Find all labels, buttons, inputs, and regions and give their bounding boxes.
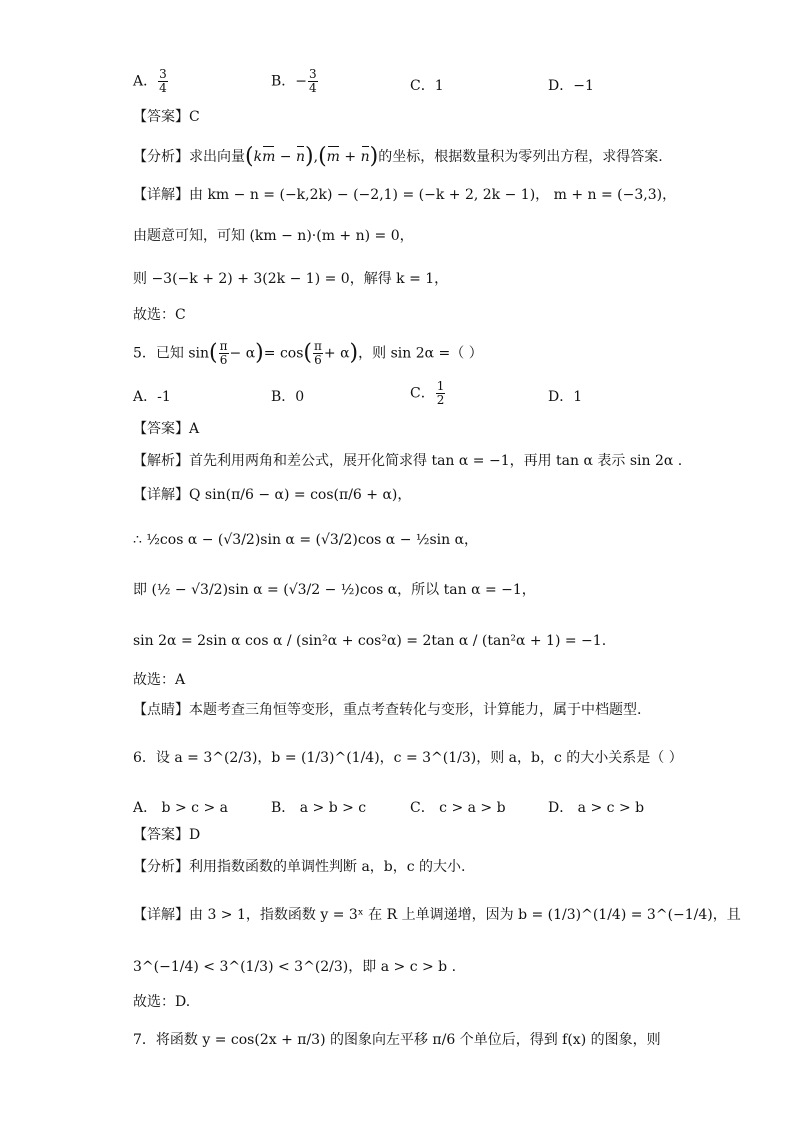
numerator: π	[219, 339, 228, 353]
q4-choose: 故选：C	[133, 307, 186, 323]
q5-analysis	[133, 454, 682, 468]
answer-tag: 【答案】	[133, 109, 189, 125]
q4-detail-2: 由题意可知，可知 (km − n)·(m + n) = 0，	[133, 228, 414, 244]
numerator: 3	[159, 67, 167, 81]
q6-choose: 故选：D.	[133, 994, 191, 1010]
q4-analysis: 【分析】求出向量(km − n),(m + n)的坐标，根据数量积为零列出方程，求得答案.	[133, 144, 663, 169]
q4-option-a	[133, 68, 169, 95]
fraction	[158, 68, 168, 95]
q6-option-b: B． a > b > c	[271, 800, 367, 816]
denominator: 6	[219, 353, 228, 368]
comment-tag: 【点睛】	[133, 702, 189, 718]
detail-tag: 【详解】	[133, 187, 189, 203]
option-label: C．	[410, 385, 435, 402]
q6-detail-2: 3^(−1/4) < 3^(1/3) < 3^(2/3)，即 a > c > b .	[133, 959, 457, 975]
analysis-tag: 【分析】	[133, 859, 189, 875]
q5-option-d: D．1	[548, 389, 583, 405]
q6-detail-1	[133, 908, 741, 922]
denominator: 4	[159, 81, 167, 96]
detail-tag: 【详解】	[133, 907, 189, 923]
q5-detail-2: ∴ ½cos α − (√3/2)sin α = (√3/2)cos α − ½sin α，	[133, 532, 479, 548]
q4-detail-tag-line	[133, 188, 676, 202]
comment-text: 本题考查三角恒等变形，重点考查转化与变形，计算能力，属于中档题型.	[189, 702, 642, 718]
denominator: 6	[314, 353, 322, 368]
q6-option-a: A． b > c > a	[133, 800, 228, 816]
analysis-tag: 【分析】	[133, 149, 189, 165]
q5-comment	[133, 703, 641, 717]
stem-text: 5．已知 sin	[133, 345, 210, 362]
q4-detail-3: 则 −3(−k + 2) + 3(2k − 1) = 0，解得 k = 1，	[133, 271, 449, 287]
fraction	[436, 380, 446, 407]
detail-text: 由 3 > 1，指数函数 y = 3ˣ 在 R 上单调递增，因为 b = (1/3)^(1/4) = 3^(−1/4)，且	[189, 907, 741, 923]
q7-stem: 7．将函数 y = cos(2x + π/3) 的图象向左平移 π/6 个单位后，得到 f(x) 的图象，则	[133, 1032, 661, 1048]
q6-answer	[133, 828, 200, 842]
q4-option-d: D．−1	[548, 78, 594, 94]
fraction	[219, 340, 229, 367]
term: − α	[229, 345, 256, 362]
denominator: 2	[436, 393, 445, 408]
q6-analysis	[133, 860, 466, 874]
stem-text: = cos	[263, 345, 304, 362]
detail-text: Q sin(π/6 − α) = cos(π/6 + α)，	[189, 487, 412, 503]
q5-option-c	[410, 380, 446, 407]
q5-choose: 故选：A	[133, 672, 186, 688]
q4-option-c: C．1	[410, 78, 444, 94]
option-label: A．	[133, 73, 158, 90]
analysis-text: 利用指数函数的单调性判断 a，b，c 的大小.	[189, 859, 466, 875]
q5-detail-1	[133, 488, 411, 502]
q6-option-d: D． a > c > b	[548, 800, 645, 816]
q5-detail-4: sin 2α = 2sin α cos α / (sin²α + cos²α) = 2tan α / (tan²α + 1) = −1.	[133, 633, 607, 649]
q5-stem: 5．已知 sin( $\frac{\pi}{6}$ − α)= cos( $\frac{\pi}{6}$ + α)，则 sin 2α =（ ）	[133, 339, 483, 368]
stem-text: ，则 sin 2α =（ ）	[358, 345, 483, 362]
analysis-text: 首先利用两角和差公式，展开化简求得 tan α = −1，再用 tan α 表示 sin 2α .	[189, 453, 683, 469]
answer-tag: 【答案】	[133, 421, 189, 437]
answer-value: A	[189, 421, 200, 437]
fraction	[313, 340, 323, 367]
denominator: 4	[309, 81, 317, 96]
detail-tag: 【详解】	[133, 487, 189, 503]
q4-option-b	[271, 68, 319, 95]
answer-value: C	[189, 109, 200, 125]
answer-tag: 【答案】	[133, 827, 189, 843]
term: + α	[323, 345, 350, 362]
q5-option-a: A．-1	[133, 389, 171, 405]
q4-answer	[133, 110, 200, 124]
q5-option-b: B．0	[271, 389, 305, 405]
q6-option-c: C． c > a > b	[410, 800, 506, 816]
q6-stem: 6．设 a = 3^(2/3)，b = (1/3)^(1/4)，c = 3^(1/3)，则 a，b，c 的大小关系是（ ）	[133, 750, 683, 766]
detail-text: 由 km − n = (−k,2k) − (−2,1) = (−k + 2, 2k − 1)， m + n = (−3,3)，	[189, 187, 677, 203]
analysis-text: 求出向量	[189, 149, 245, 165]
numerator: 1	[436, 379, 445, 393]
q5-answer	[133, 422, 199, 436]
analysis-text: 的坐标，根据数量积为零列出方程，求得答案.	[378, 149, 663, 165]
numerator: 3	[309, 67, 317, 81]
fraction	[308, 68, 318, 95]
analysis-tag: 【解析】	[133, 453, 189, 469]
answer-value: D	[189, 827, 201, 843]
option-label: B．−	[271, 73, 308, 90]
numerator: π	[314, 339, 322, 353]
q5-detail-3: 即 (½ − √3/2)sin α = (√3/2 − ½)cos α，所以 tan α = −1，	[133, 582, 536, 598]
